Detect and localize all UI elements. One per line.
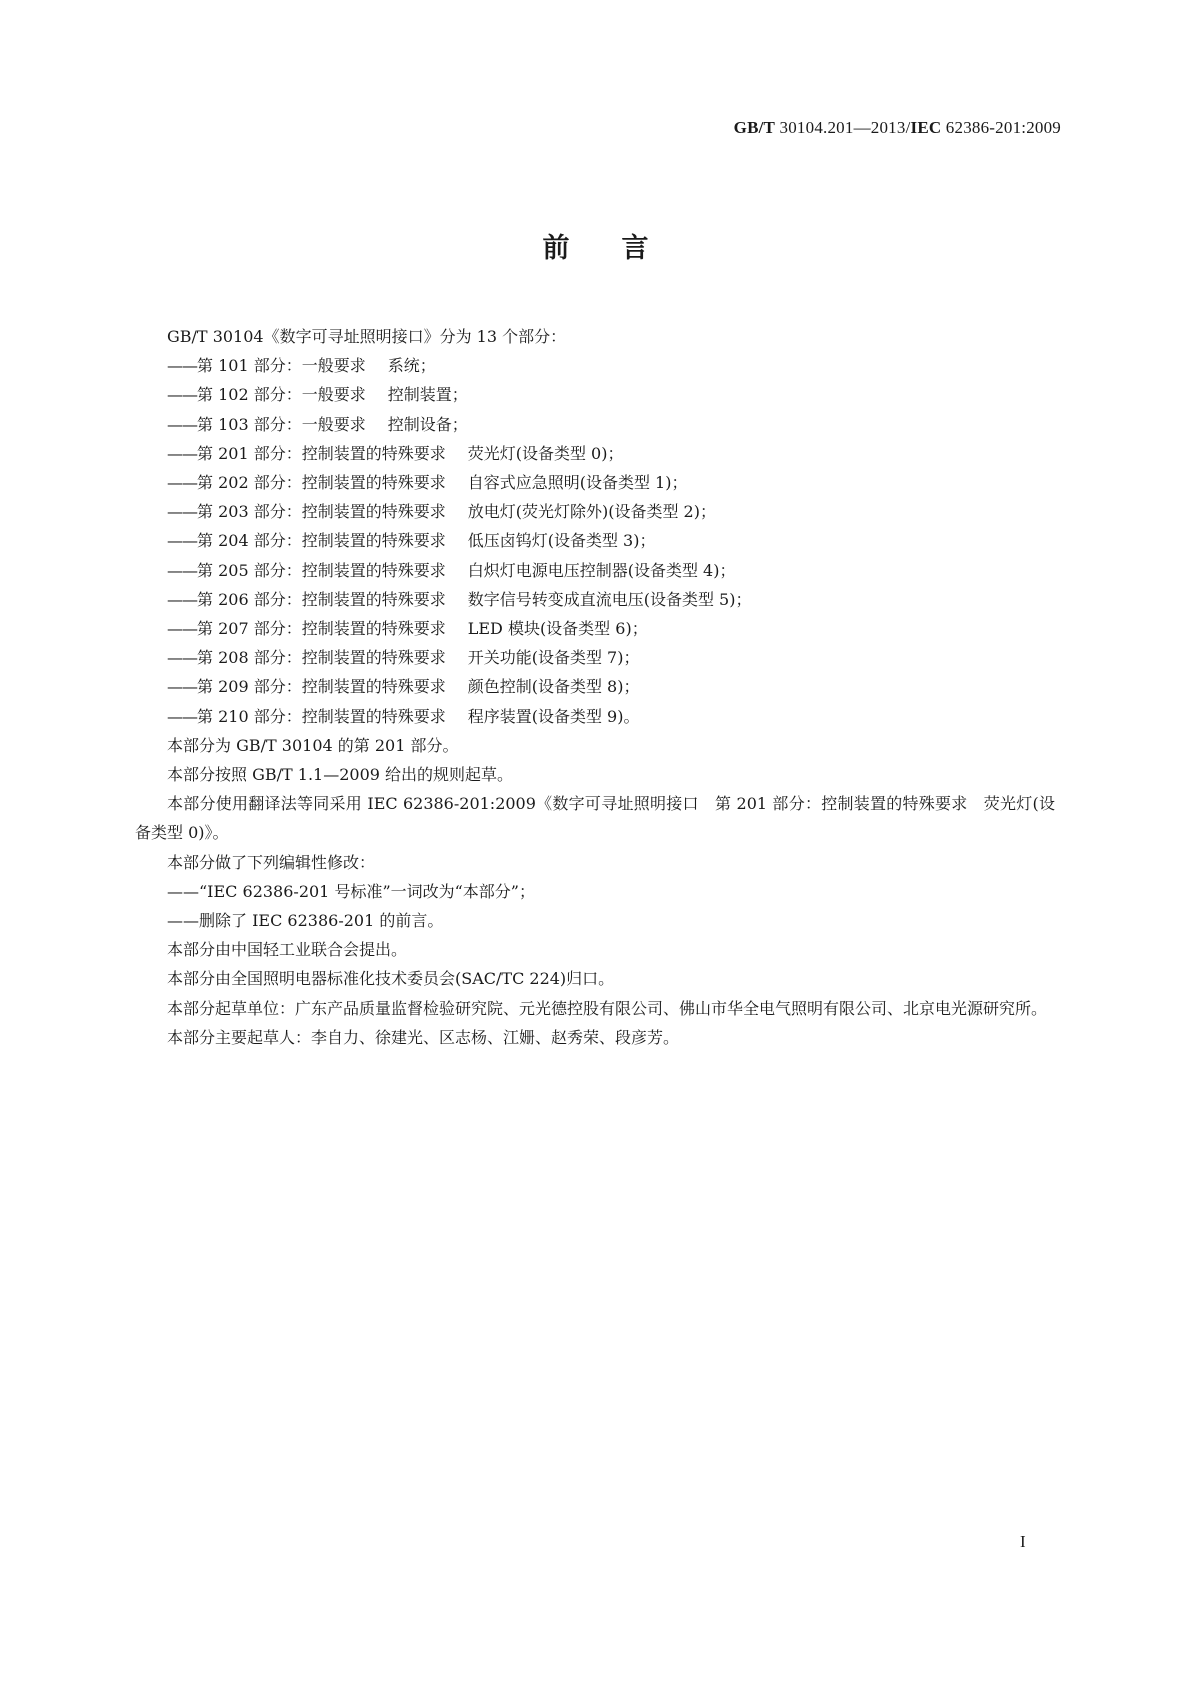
page-title: 前言: [542, 233, 701, 264]
gbt-prefix: GB/T: [733, 118, 776, 137]
list-item: ——第 103 部分：一般要求 控制设备；: [167, 414, 468, 434]
list-item: ——第 201 部分：控制装置的特殊要求 荧光灯(设备类型 0)；: [167, 443, 624, 463]
list-item: ——第 207 部分：控制装置的特殊要求 LED 模块(设备类型 6)；: [167, 619, 648, 639]
adoption-statement: 本部分使用翻译法等同采用 IEC 62386-201:2009《数字可寻址照明接口 第 201 部分：控制装置的特殊要求 荧光灯(设备类型 0)》。: [135, 794, 1055, 843]
editorial-change-item: ——“IEC 62386-201 号标准”一词改为“本部分”；: [167, 881, 535, 901]
page-number: I: [1020, 1532, 1026, 1551]
drafting-units-statement: 本部分起草单位：广东产品质量监督检验研究院、元光德控股有限公司、佛山市华全电气照明有限公司、北京电光源研究所。: [167, 998, 1048, 1018]
list-item: ——第 101 部分：一般要求 系统；: [167, 356, 436, 376]
list-item: ——第 210 部分：控制装置的特殊要求 程序装置(设备类型 9)。: [167, 706, 640, 726]
gbt-number: 30104.201—2013/: [775, 118, 911, 137]
list-item: ——第 206 部分：控制装置的特殊要求 数字信号转变成直流电压(设备类型 5)；: [167, 589, 752, 609]
iec-number: 62386-201:2009: [941, 118, 1061, 137]
standard-number-header: [734, 118, 1061, 138]
list-item: ——第 209 部分：控制装置的特殊要求 颜色控制(设备类型 8)；: [167, 677, 640, 697]
list-item: ——第 208 部分：控制装置的特殊要求 开关功能(设备类型 7)；: [167, 648, 640, 668]
editorial-change-item: ——删除了 IEC 62386-201 的前言。: [167, 911, 444, 931]
jurisdiction-statement: 本部分由全国照明电器标准化技术委员会(SAC/TC 224)归口。: [167, 969, 615, 989]
this-part-statement: 本部分为 GB/T 30104 的第 201 部分。: [167, 735, 459, 755]
list-item: ——第 102 部分：一般要求 控制装置；: [167, 385, 468, 405]
list-item: ——第 205 部分：控制装置的特殊要求 白炽灯电源电压控制器(设备类型 4)；: [167, 560, 736, 580]
editorial-changes-intro: 本部分做了下列编辑性修改：: [167, 852, 376, 872]
list-item: ——第 204 部分：控制装置的特殊要求 低压卤钨灯(设备类型 3)；: [167, 531, 656, 551]
list-item: ——第 203 部分：控制装置的特殊要求 放电灯(荧光灯除外)(设备类型 2)；: [167, 502, 716, 522]
list-item: ——第 202 部分：控制装置的特殊要求 自容式应急照明(设备类型 1)；: [167, 473, 688, 493]
iec-prefix: IEC: [910, 118, 942, 137]
parts-list: [135, 351, 1055, 731]
drafting-rules-statement: 本部分按照 GB/T 1.1—2009 给出的规则起草。: [167, 765, 514, 785]
proposed-by-statement: 本部分由中国轻工业联合会提出。: [167, 940, 408, 960]
parts-intro: GB/T 30104《数字可寻址照明接口》分为 13 个部分：: [167, 327, 567, 346]
main-drafters-statement: 本部分主要起草人：李自力、徐建光、区志杨、江姗、赵秀荣、段彦芳。: [167, 1027, 680, 1047]
document-body: [135, 322, 1055, 1052]
